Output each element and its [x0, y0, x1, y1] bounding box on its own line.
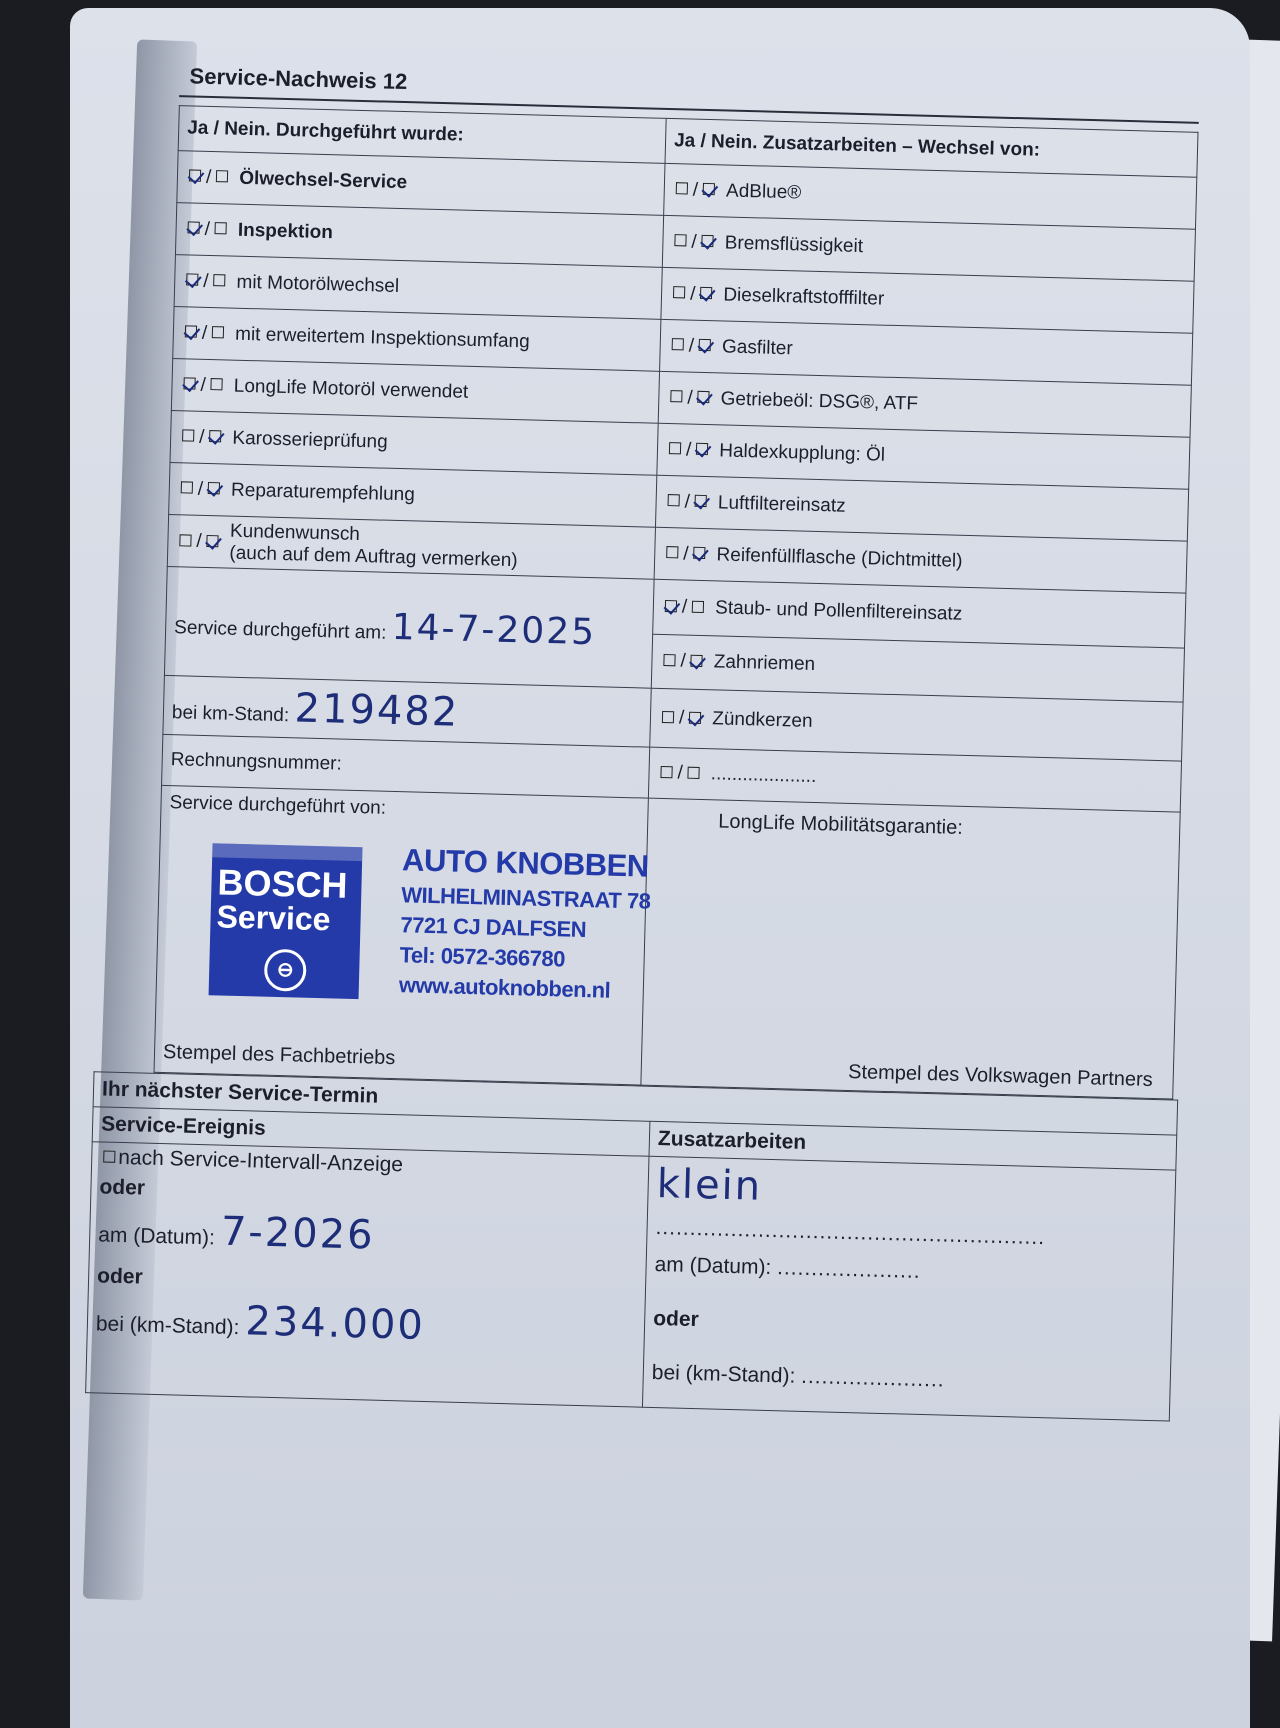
yes-checkbox[interactable] [663, 654, 675, 666]
brand-line2: Service [216, 898, 331, 938]
item-label: Zündkerzen [711, 708, 813, 732]
item-label: Haldexkupplung: Öl [719, 439, 886, 466]
stamp-company-name: AUTO KNOBBEN [401, 842, 650, 884]
oder-label: oder [652, 1306, 700, 1332]
longlife-label: LongLife Mobilitätsgarantie: [718, 810, 964, 839]
right-item: / Bremsflüssigkeit [662, 215, 1195, 281]
service-checklist-table [154, 105, 1199, 1099]
no-checkbox[interactable] [216, 171, 228, 183]
stamp-street: WILHELMINASTRAAT 78 [400, 882, 651, 914]
item-label: Gasfilter [721, 335, 794, 359]
item-label: Bremsflüssigkeit [724, 231, 864, 257]
extra-work-value[interactable]: klein [656, 1161, 763, 1210]
next-date-label: am (Datum): [97, 1223, 216, 1250]
yes-checkbox-checked[interactable] [185, 326, 197, 338]
next-km-label: bei (km-Stand): [95, 1312, 240, 1340]
yes-checkbox[interactable] [668, 495, 680, 507]
left-item: / Karosserieprüfung [170, 411, 658, 476]
bosch-armature-icon: ⊖ [264, 949, 307, 992]
right-item: / Reifenfüllflasche (Dichtmittel) [654, 527, 1187, 593]
interval-checkbox[interactable] [103, 1151, 115, 1163]
item-label: .................... [710, 763, 817, 788]
no-checkbox-crossed[interactable] [700, 287, 712, 299]
yes-checkbox[interactable] [660, 766, 672, 778]
item-label: mit erweitertem Inspektionsumfang [234, 323, 530, 352]
extra-date-dotted-line[interactable]: ..................... [776, 1256, 921, 1283]
service-date-label: Service durchgeführt am: [173, 616, 387, 644]
right-item: / Gasfilter [660, 319, 1193, 385]
item-label: Reifenfüllflasche (Dichtmittel) [716, 543, 963, 572]
item-label: Getriebeöl: DSG®, ATF [720, 387, 919, 415]
extra-work-dotted-line: ......................................................... [655, 1215, 1046, 1250]
yes-checkbox[interactable] [673, 287, 685, 299]
right-item: / Haldexkupplung: Öl [657, 423, 1190, 489]
stamp-web: www.autoknobben.nl [398, 972, 611, 1003]
right-item: / Staub- und Pollenfiltereinsatz [653, 579, 1186, 647]
right-item: / Zündkerzen [650, 688, 1183, 761]
extra-km-dotted-line[interactable]: ..................... [800, 1364, 945, 1392]
stamp-address [399, 842, 652, 1004]
item-label: Zahnriemen [713, 651, 816, 676]
yes-checkbox[interactable] [182, 430, 194, 442]
yes-checkbox[interactable] [669, 443, 681, 455]
right-item: / Dieselkraftstofffilter [661, 267, 1194, 333]
right-item: / Getriebeöl: DSG®, ATF [658, 371, 1191, 437]
no-checkbox-crossed[interactable] [207, 535, 219, 547]
no-checkbox-crossed[interactable] [702, 235, 714, 247]
next-service-table [85, 1071, 1178, 1421]
yes-checkbox[interactable] [676, 183, 688, 195]
item-label: Karosserieprüfung [232, 427, 388, 453]
no-checkbox-crossed[interactable] [691, 655, 703, 667]
item-label: Dieselkraftstofffilter [723, 283, 885, 310]
item-label: Luftfiltereinsatz [717, 491, 846, 517]
no-checkbox[interactable] [688, 767, 700, 779]
yes-checkbox-checked[interactable] [187, 222, 199, 234]
right-header: Ja / Nein. Zusatzarbeiten – Wechsel von: [665, 118, 1198, 177]
oder-label: oder [96, 1264, 143, 1289]
yes-checkbox[interactable] [666, 547, 678, 559]
no-checkbox[interactable] [213, 275, 225, 287]
workshop-stamp-cell [154, 785, 651, 1085]
right-item: / AdBlue® [664, 163, 1197, 229]
item-label: mit Motorölwechsel [236, 271, 400, 297]
yes-checkbox-checked[interactable] [189, 170, 201, 182]
service-date-cell [164, 566, 654, 688]
extra-date-label: am (Datum): [654, 1252, 772, 1280]
oder-label: oder [99, 1175, 146, 1200]
item-label: Inspektion [237, 219, 334, 243]
item-label: Kundenwunsch [229, 520, 361, 545]
no-checkbox-crossed[interactable] [689, 712, 701, 724]
yes-checkbox-checked[interactable] [186, 274, 198, 286]
no-checkbox-crossed[interactable] [703, 183, 715, 195]
right-item: / .................... [648, 747, 1181, 812]
service-record-sheet [25, 60, 1209, 1422]
left-item: / mit Motorölwechsel [174, 255, 662, 320]
yes-checkbox-checked[interactable] [183, 378, 195, 390]
item-label: LongLife Motoröl verwendet [233, 375, 469, 403]
interval-label: nach Service-Intervall-Anzeige [117, 1145, 404, 1177]
no-checkbox-crossed[interactable] [208, 483, 220, 495]
no-checkbox-crossed[interactable] [695, 495, 707, 507]
left-item: / LongLife Motoröl verwendet [171, 359, 659, 424]
yes-checkbox[interactable] [670, 391, 682, 403]
left-item: / Reparaturempfehlung [169, 463, 657, 528]
no-checkbox[interactable] [692, 600, 704, 612]
page-title: Service-Nachweis 12 [189, 63, 408, 95]
no-checkbox-crossed[interactable] [699, 339, 711, 351]
no-checkbox-crossed[interactable] [696, 443, 708, 455]
stamp-label-right: Stempel des Volkswagen Partners [847, 1060, 1153, 1091]
right-item: / Luftfiltereinsatz [655, 475, 1188, 541]
item-label: AdBlue® [725, 179, 802, 203]
no-checkbox-crossed[interactable] [698, 391, 710, 403]
yes-checkbox[interactable] [674, 235, 686, 247]
brand-line1: BOSCH [217, 861, 349, 906]
no-checkbox-crossed[interactable] [693, 547, 705, 559]
invoice-label: Rechnungsnummer: [170, 749, 343, 775]
event-header: Service-Ereignis [92, 1107, 650, 1157]
next-date-value[interactable]: 7-2026 [220, 1208, 376, 1259]
item-label: Ölwechsel-Service [238, 167, 408, 193]
yes-checkbox[interactable] [662, 711, 674, 723]
no-checkbox-crossed[interactable] [209, 431, 221, 443]
left-header: Ja / Nein. Durchgeführt wurde: [178, 106, 666, 164]
no-checkbox[interactable] [211, 379, 223, 391]
item-label: Reparaturempfehlung [230, 479, 416, 505]
event-cell [86, 1142, 649, 1407]
bosch-service-logo [209, 843, 363, 999]
yes-checkbox[interactable] [179, 534, 191, 546]
stamp-phone: Tel: 0572-366780 [399, 942, 566, 972]
yes-checkbox[interactable] [181, 482, 193, 494]
stamp-city: 7721 CJ DALFSEN [400, 912, 587, 943]
yes-checkbox[interactable] [672, 339, 684, 351]
item-label: Staub- und Pollenfiltereinsatz [714, 597, 963, 625]
no-checkbox[interactable] [215, 223, 227, 235]
extra-header: Zusatzarbeiten [649, 1121, 1177, 1170]
left-item: / mit erweitertem Inspektionsumfang [173, 307, 661, 372]
next-service-title: Ihr nächster Service-Termin [93, 1072, 1178, 1135]
extra-cell [642, 1156, 1175, 1421]
service-date-value[interactable]: 14-7-2025 [391, 606, 597, 653]
partner-stamp-cell [641, 798, 1180, 1099]
stamp-label-left: Stempel des Fachbetriebs [162, 1041, 396, 1070]
extra-km-label: bei (km-Stand): [651, 1360, 796, 1388]
left-item: / Inspektion [175, 203, 663, 268]
no-checkbox[interactable] [212, 327, 224, 339]
yes-checkbox-checked[interactable] [665, 600, 677, 612]
left-item: / Kundenwunsch (auch auf dem Auftrag vermerken) [167, 514, 655, 579]
km-value[interactable]: 219482 [294, 685, 460, 736]
next-km-value[interactable]: 234.000 [244, 1298, 426, 1349]
right-item: / Zahnriemen [651, 634, 1184, 702]
left-item: / Ölwechsel-Service [177, 151, 665, 216]
performed-by-label: Service durchgeführt von: [169, 792, 387, 819]
item-label-note: (auch auf dem Auftrag vermerken) [229, 542, 518, 571]
km-label: bei km-Stand: [171, 702, 290, 727]
